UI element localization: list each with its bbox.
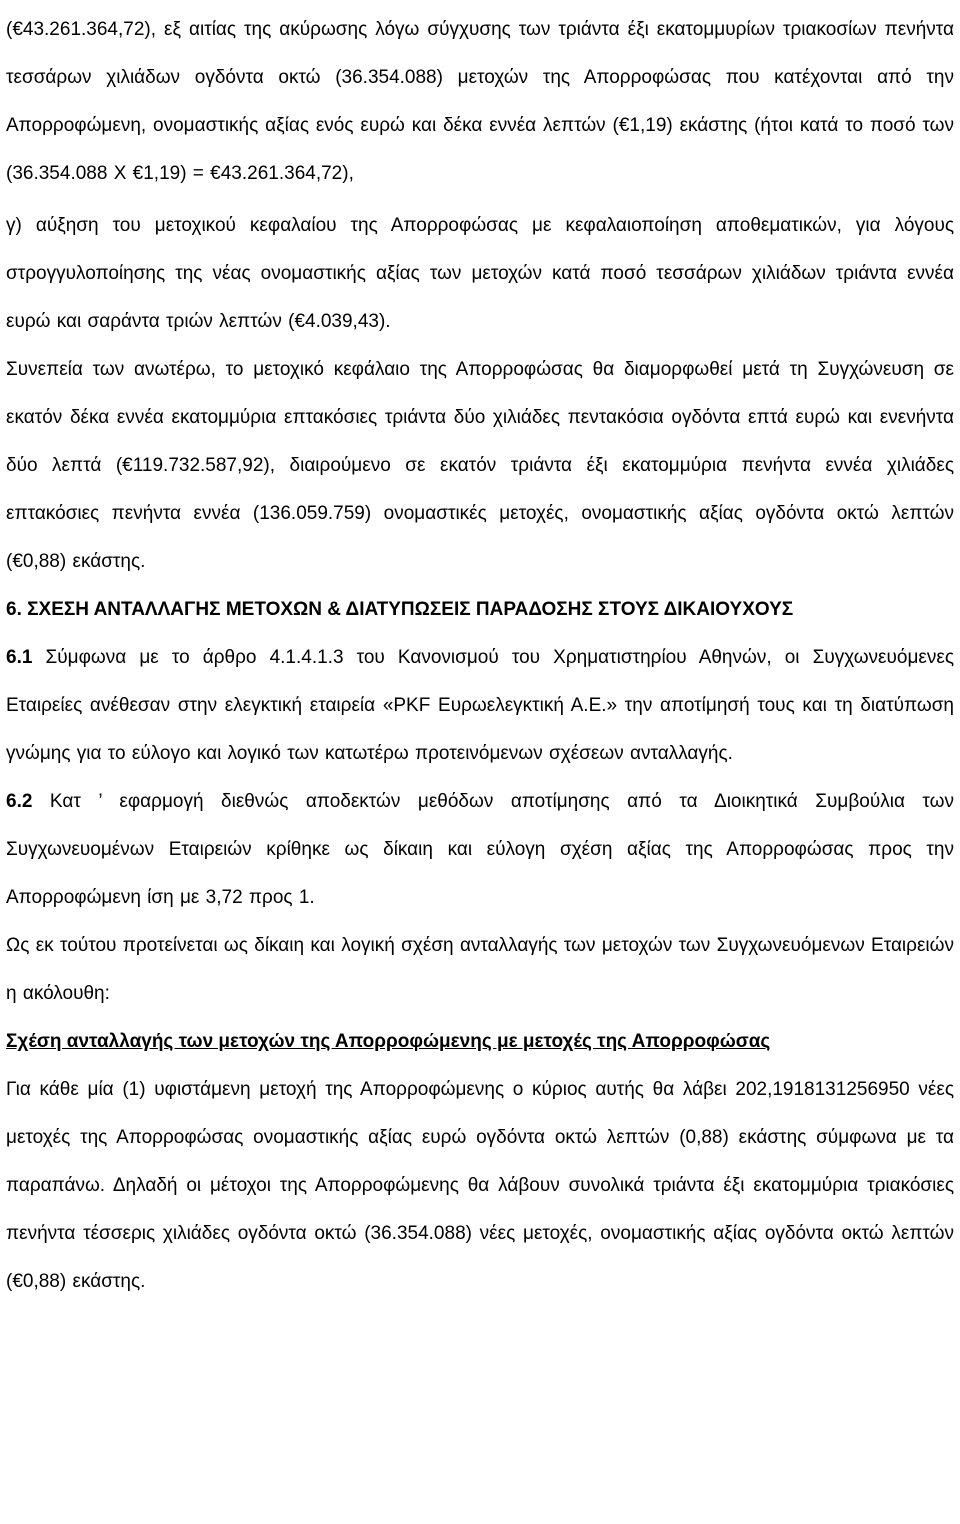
paragraph-6-1 (6, 634, 954, 778)
document-page (6, 6, 954, 1306)
paragraph-resulting-share-capital: Συνεπεία των ανωτέρω, το μετοχικό κεφάλαιο της Απορροφώσας θα διαμορφωθεί μετά τη Συγχώνευση σε εκατόν δέκα εννέα εκατομμύρια επτακόσιες τριάντα δύο χιλιάδες πεντακόσια ογδόντα επτά ευρώ και ενενήντα δύο λεπτά (€119.732.587,92), διαιρούμενο σε εκατόν τριάντα έξι εκατομμύρια πενήντα εννέα χιλιάδες επτακόσιες πενήντα εννέα (136.059.759) ονομαστικές μετοχές, ονομαστικής αξίας ογδόντα οκτώ λεπτών (€0,88) εκάστης. (6, 359, 954, 572)
paragraph-exchange-details: Για κάθε μία (1) υφιστάμενη μετοχή της Απορροφώμενης ο κύριος αυτής θα λάβει 202,1918131256950 νέες μετοχές της Απορροφώσας ονομαστικής αξίας ευρώ ογδόντα οκτώ λεπτών (0,88) εκάστης σύμφωνα με τα παραπάνω. Δηλαδή οι μέτοχοι της Απορροφώμενης θα λάβουν συνολικά τριάντα έξι εκατομμύρια τριακόσιες πενήντα τέσσερις χιλιάδες ογδόντα οκτώ (36.354.088) νέες μετοχές, ονομαστικής αξίας ογδόντα οκτώ λεπτών (€0,88) εκάστης. (6, 1079, 954, 1292)
paragraph-6-2 (6, 778, 954, 922)
paragraph-6-1-text: Σύμφωνα με το άρθρο 4.1.4.1.3 του Κανονισμού του Χρηματιστηρίου Αθηνών, οι Συγχωνευόμενες Εταιρείες ανέθεσαν στην ελεγκτική εταιρεία «PKF Ευρωελεγκτική Α.Ε.» την αποτίμησή τους και τη διατύπωση γνώμης για το εύλογο και λογικό των κατωτέρω προτεινόμενων σχέσεων ανταλλαγής. (6, 647, 954, 764)
paragraph-6-2-text: Κατ ’ εφαρμογή διεθνώς αποδεκτών μεθόδων αποτίμησης από τα Διοικητικά Συμβούλια των Συγχωνευομένων Εταιρειών κρίθηκε ως δίκαιη και εύλογη σχέση αξίας της Απορροφώσας προς την Απορροφώμενη ίση με 3,72 προς 1. (6, 791, 954, 908)
exchange-ratio-subheading: Σχέση ανταλλαγής των μετοχών της Απορροφώμενης με μετοχές της Απορροφώσας (6, 1031, 771, 1052)
paragraph-proposed-exchange-ratio: Ως εκ τούτου προτείνεται ως δίκαιη και λογική σχέση ανταλλαγής των μετοχών των Συγχωνευόμενων Εταιρειών η ακόλουθη: (6, 935, 954, 1004)
section-6-heading: 6. ΣΧΕΣΗ ΑΝΤΑΛΛΑΓΗΣ ΜΕΤΟΧΩΝ & ΔΙΑΤΥΠΩΣΕΙΣ ΠΑΡΑΔΟΣΗΣ ΣΤΟΥΣ ΔΙΚΑΙΟΥΧΟΥΣ (6, 599, 794, 620)
section-number-6-2: 6.2 (6, 791, 33, 812)
paragraph-capital-reduction-amount: (€43.261.364,72), εξ αιτίας της ακύρωσης λόγω σύγχυσης των τριάντα έξι εκατομμυρίων τριακοσίων πενήντα τεσσάρων χιλιάδων ογδόντα οκτώ (36.354.088) μετοχών της Απορροφώσας που κατέχονται από την Απορροφώμενη, ονομαστικής αξίας ενός ευρώ και δέκα εννέα λεπτών (€1,19) εκάστης (ήτοι κατά το ποσό των (36.354.088 Χ €1,19) = €43.261.364,72), (6, 19, 954, 184)
paragraph-capital-increase: γ) αύξηση του μετοχικού κεφαλαίου της Απορροφώσας με κεφαλαιοποίηση αποθεματικών, για λόγους στρογγυλοποίησης της νέας ονομαστικής αξίας των μετοχών κατά ποσό τεσσάρων χιλιάδων τριάντα εννέα ευρώ και σαράντα τριών λεπτών (€4.039,43). (6, 215, 954, 332)
section-number-6-1: 6.1 (6, 647, 33, 668)
